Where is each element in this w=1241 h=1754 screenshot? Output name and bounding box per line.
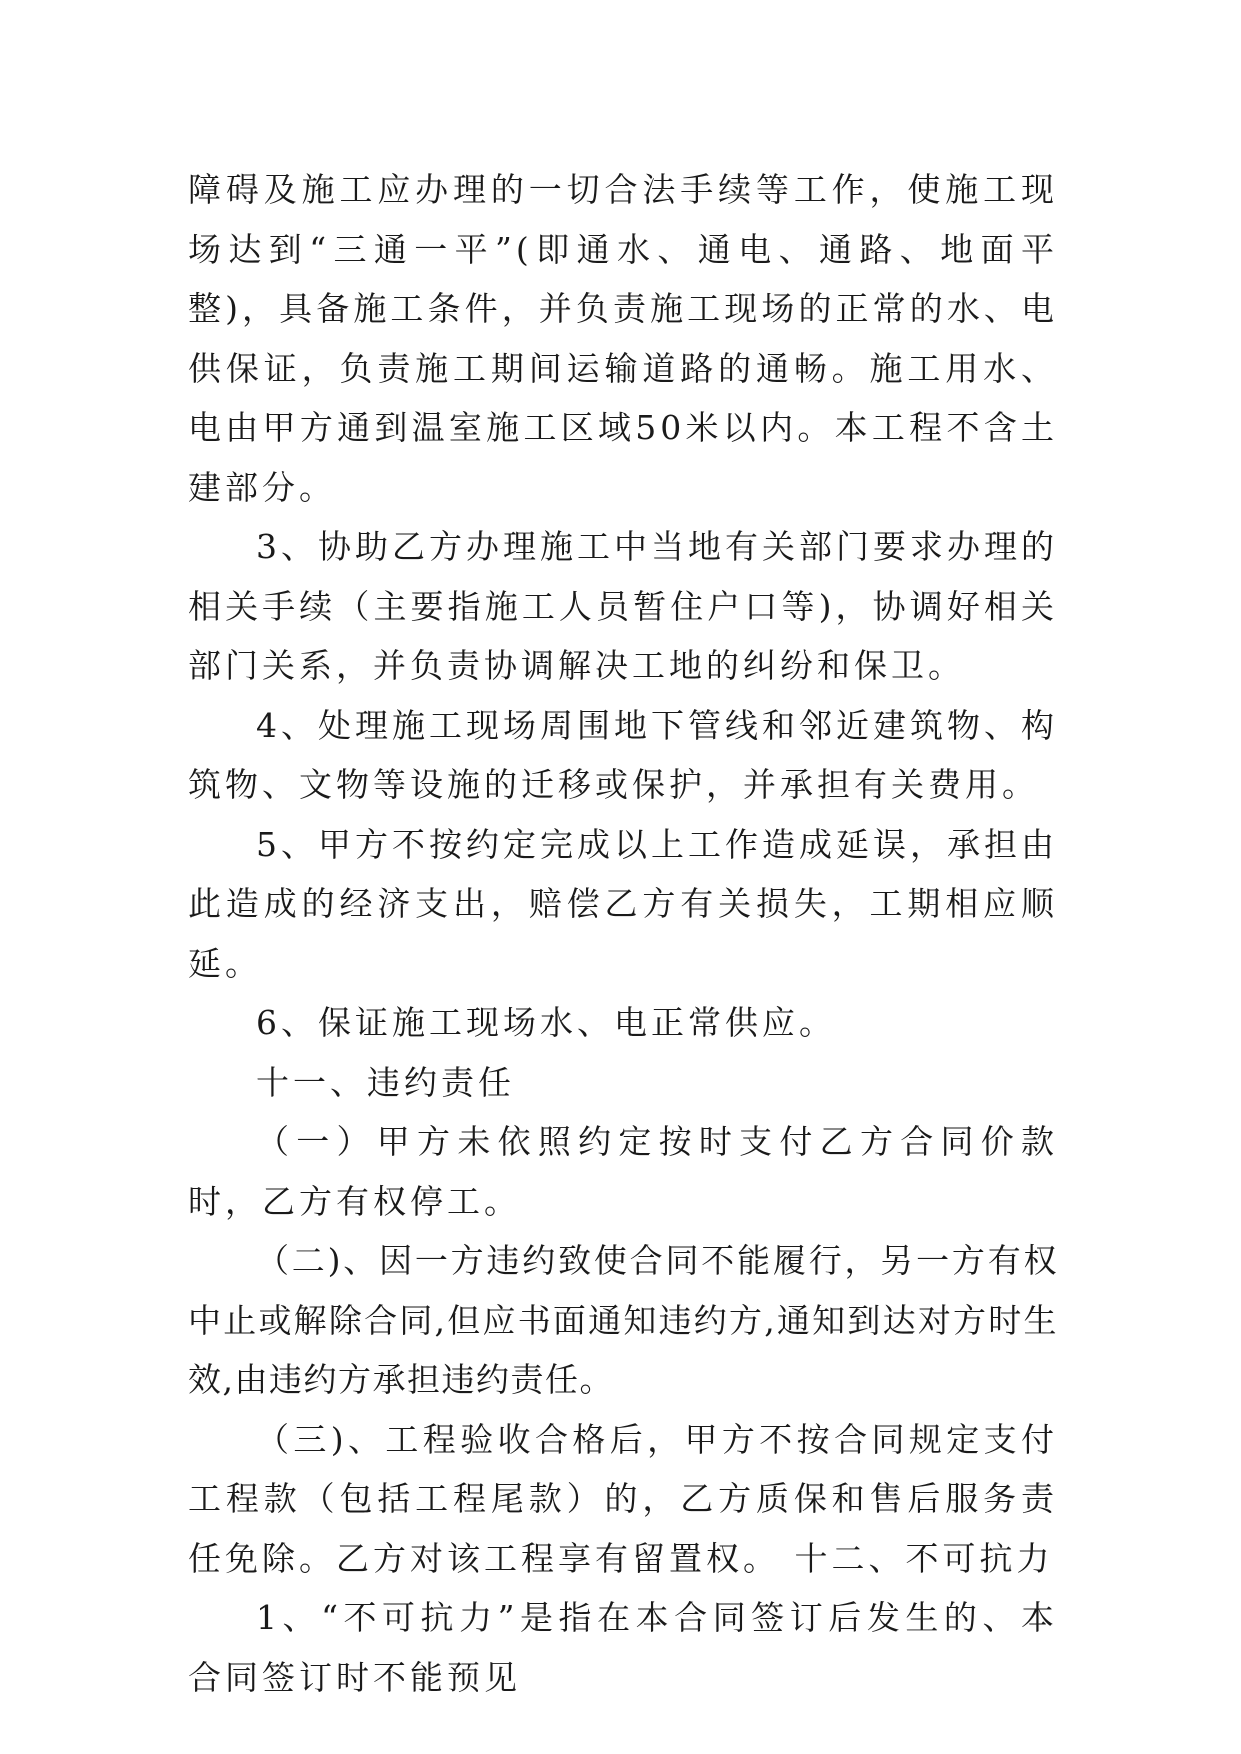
paragraph-item-3: 3、协助乙方办理施工中当地有关部门要求办理的相关手续（主要指施工人员暂住户口等)，协调好相关部门关系，并负责协调解决工地的纠纷和保卫。 [188,527,1058,685]
paragraph-clause-1: （一）甲方未依照约定按时支付乙方合同价款时，乙方有权停工。 [188,1122,1058,1221]
section-heading-breach-liability: 十一、违约责任 [256,1062,515,1102]
paragraph-item-6: 6、保证施工现场水、电正常供应。 [256,1003,836,1042]
paragraph-clause-2: （二)、因一方违约致使合同不能履行，另一方有权中止或解除合同,但应书面通知违约方,通知到达对方时生效,由违约方承担违约责任。 [188,1241,1058,1399]
paragraph-force-majeure-1: 1、“不可抗力”是指在本合同签订后发生的、本合同签订时不能预见 [188,1598,1058,1697]
paragraph-item-5: 5、甲方不按约定完成以上工作造成延误，承担由此造成的经济支出，赔偿乙方有关损失，工期相应顺延。 [188,824,1058,983]
document-body [188,160,1058,1707]
paragraph-site-preparation: 障碍及施工应办理的一切合法手续等工作，使施工现场达到“三通一平”(即通水、通电、通路、地面平整)，具备施工条件，并负责施工现场的正常的水、电供保证，负责施工期间运输道路的通畅。施工用水、电由甲方通到温室施工区域50米以内。本工程不含土建部分。 [188,170,1058,507]
paragraph-item-4: 4、处理施工现场周围地下管线和邻近建筑物、构筑物、文物等设施的迁移或保护，并承担有关费用。 [188,705,1058,804]
paragraph-clause-3: （三)、工程验收合格后，甲方不按合同规定支付工程款（包括工程尾款）的，乙方质保和售后服务责任免除。乙方对该工程享有留置权。 十二、不可抗力 [188,1419,1058,1578]
